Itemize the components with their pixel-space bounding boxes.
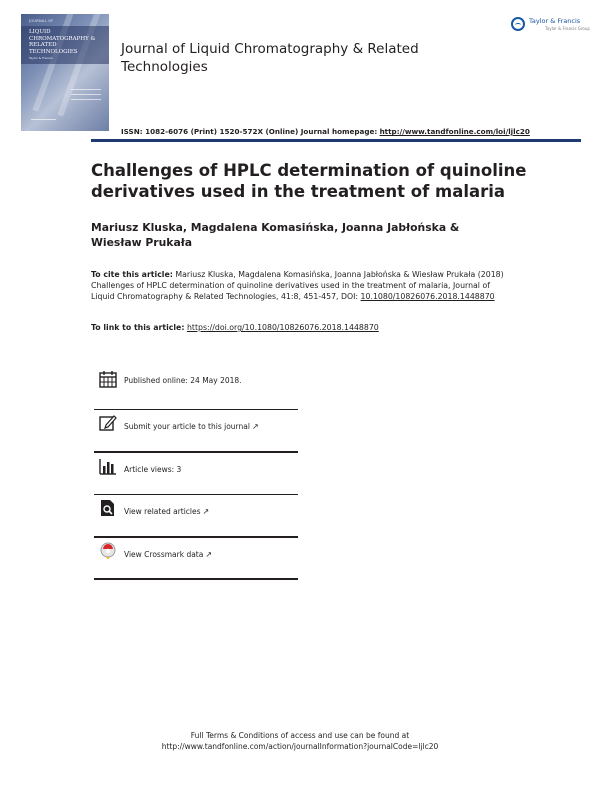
external-link-icon: ↗ bbox=[251, 422, 259, 432]
logo-name: Taylor & Francis bbox=[529, 17, 581, 25]
views-row bbox=[94, 453, 298, 494]
journal-homepage-link[interactable]: http://www.tandfonline.com/loi/ljlc20 bbox=[379, 127, 530, 136]
bar-chart-icon bbox=[99, 457, 117, 475]
footer-terms-link[interactable]: http://www.tandfonline.com/action/journalInformation?journalCode=ljlc20 bbox=[161, 742, 439, 751]
citation-text: Mariusz Kluska, Magdalena Komasińska, Joanna Jabłońska & Wiesław Prukała (2018) Challenges of HPLC determination of quinoline derivatives used in the treatment of malaria, Journal of Liquid Chromatography & Related Technologies, 41:8, 451-457, DOI: bbox=[91, 270, 504, 301]
publisher-logo bbox=[511, 14, 590, 36]
crossmark-icon bbox=[99, 542, 117, 560]
journal-cover bbox=[21, 14, 109, 131]
published-row bbox=[94, 368, 298, 409]
related-articles-link[interactable] bbox=[124, 507, 209, 516]
submit-article-label[interactable]: Submit your article to this journal bbox=[124, 422, 250, 432]
article-info-list bbox=[94, 368, 298, 580]
related-row[interactable] bbox=[94, 495, 298, 536]
published-date: Published online: 24 May 2018. bbox=[124, 376, 242, 385]
submit-article-link[interactable] bbox=[124, 422, 259, 431]
document-search-icon bbox=[99, 499, 117, 517]
article-link-label: To link to this article: bbox=[91, 323, 185, 332]
crossmark-label[interactable]: View Crossmark data bbox=[124, 549, 204, 559]
footer-line1: Full Terms & Conditions of access and use can be found at bbox=[190, 731, 410, 740]
article-doi-url[interactable]: https://doi.org/10.1080/10826076.2018.1448870 bbox=[186, 323, 379, 332]
article-views: Article views: 3 bbox=[124, 464, 182, 474]
cover-small-line: JOURNAL OF bbox=[29, 19, 54, 23]
calendar-icon bbox=[99, 370, 117, 388]
crossmark-link[interactable] bbox=[124, 550, 212, 559]
taylor-francis-logo-icon bbox=[511, 17, 525, 31]
cover-publisher: Taylor & Francis bbox=[29, 56, 53, 60]
info-divider bbox=[94, 578, 298, 580]
article-authors: Mariusz Kluska, Magdalena Komasińska, Joanna Jabłońska & Wiesław Prukała bbox=[91, 221, 460, 249]
submit-row[interactable] bbox=[94, 410, 298, 451]
edit-icon bbox=[99, 414, 117, 432]
article-link-line bbox=[91, 323, 379, 332]
issn-label: ISSN: 1082-6076 (Print) 1520-572X (Online) Journal homepage: bbox=[121, 127, 378, 136]
issn-line bbox=[121, 127, 530, 136]
logo-sub: Taylor & Francis Group bbox=[545, 26, 590, 31]
crossmark-row[interactable] bbox=[94, 538, 298, 579]
footer bbox=[0, 730, 600, 752]
external-link-icon: ↗ bbox=[202, 507, 210, 517]
journal-title[interactable]: Journal of Liquid Chromatography & Related Technologies bbox=[121, 41, 419, 75]
related-articles-label[interactable]: View related articles bbox=[124, 507, 201, 517]
external-link-icon: ↗ bbox=[205, 549, 213, 559]
citation-label: To cite this article: bbox=[91, 270, 173, 279]
citation bbox=[91, 269, 511, 302]
citation-doi-link[interactable]: 10.1080/10826076.2018.1448870 bbox=[360, 292, 495, 301]
header-rule bbox=[91, 139, 581, 142]
article-title: Challenges of HPLC determination of quinoline derivatives used in the treatment of malaria bbox=[91, 161, 527, 201]
cover-title: LIQUID CHROMATOGRAPHY & RELATED TECHNOLOGIES bbox=[29, 29, 96, 55]
